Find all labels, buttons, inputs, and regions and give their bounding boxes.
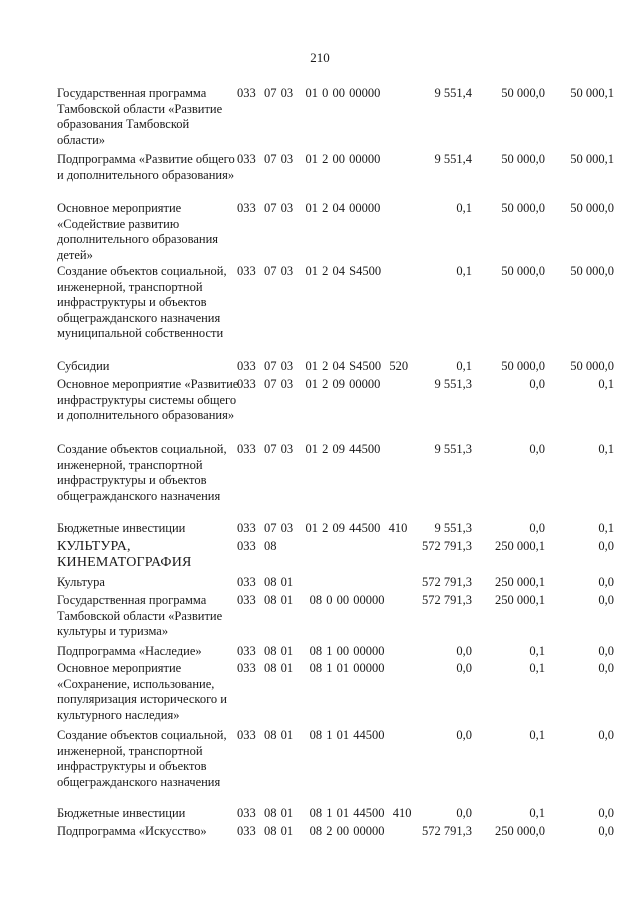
row-value-1: 9 551,3 [434, 442, 472, 456]
row-value-2: 250 000,1 [495, 575, 545, 589]
row-value-2: 0,1 [529, 644, 545, 658]
row-codes: 033 08 01 [237, 575, 294, 589]
row-value-3: 0,0 [598, 824, 614, 838]
row-value-2: 0,0 [529, 377, 545, 391]
row-codes: 033 08 01 08 1 01 44500 [237, 728, 385, 742]
row-codes: 033 08 [237, 539, 277, 553]
row-value-3: 0,1 [598, 521, 614, 535]
row-value-3: 0,0 [598, 661, 614, 675]
row-value-2: 250 000,0 [495, 824, 545, 838]
row-name: Государственная программа Тамбовской области «Развитие образования Тамбовской области» [57, 86, 223, 147]
row-value-1: 0,0 [456, 728, 472, 742]
row-value-2: 0,0 [529, 442, 545, 456]
row-codes: 033 07 03 01 2 04 00000 [237, 201, 381, 215]
row-value-3: 50 000,0 [570, 359, 614, 373]
row-value-3: 50 000,1 [570, 86, 614, 100]
row-value-1: 9 551,4 [434, 152, 472, 166]
row-value-3: 0,0 [598, 728, 614, 742]
row-value-2: 50 000,0 [501, 201, 545, 215]
row-value-1: 0,0 [456, 644, 472, 658]
row-codes: 033 08 01 08 2 00 00000 [237, 824, 385, 838]
row-value-2: 50 000,0 [501, 86, 545, 100]
row-codes: 033 08 01 08 1 01 44500 410 [237, 806, 412, 820]
row-codes: 033 08 01 08 1 00 00000 [237, 644, 385, 658]
row-value-1: 572 791,3 [422, 824, 472, 838]
row-name: Создание объектов социальной, инженерной, транспортной инфраструктуры и объектов общегражданского назначения [57, 728, 227, 789]
row-name: Создание объектов социальной, инженерной, транспортной инфраструктуры и объектов общегражданского назначения муниципальной собственности [57, 264, 227, 340]
row-value-2: 0,1 [529, 661, 545, 675]
row-value-1: 9 551,4 [434, 86, 472, 100]
row-value-3: 0,0 [598, 575, 614, 589]
row-value-2: 0,0 [529, 521, 545, 535]
row-value-2: 250 000,1 [495, 539, 545, 553]
row-name: Государственная программа Тамбовской области «Развитие культуры и туризма» [57, 593, 223, 638]
row-name: Основное мероприятие «Сохранение, использование, популяризация исторического и культурного наследия» [57, 661, 227, 722]
row-codes: 033 07 03 01 2 00 00000 [237, 152, 381, 166]
row-value-3: 0,0 [598, 644, 614, 658]
row-value-2: 250 000,1 [495, 593, 545, 607]
row-value-2: 0,1 [529, 806, 545, 820]
row-name: Основное мероприятие «Содействие развитию дополнительного образования детей» [57, 201, 219, 262]
row-name: Культура [57, 575, 105, 589]
row-value-3: 50 000,0 [570, 264, 614, 278]
row-value-3: 0,0 [598, 593, 614, 607]
row-value-1: 572 791,3 [422, 575, 472, 589]
page-number: 210 [310, 50, 330, 65]
row-value-2: 50 000,0 [501, 152, 545, 166]
row-value-1: 0,1 [456, 359, 472, 373]
row-value-2: 50 000,0 [501, 359, 545, 373]
row-codes: 033 07 03 01 2 09 44500 410 [237, 521, 408, 535]
row-name: Подпрограмма «Наследие» [57, 644, 202, 658]
row-value-3: 0,0 [598, 806, 614, 820]
row-value-3: 0,0 [598, 539, 614, 553]
row-name: КУЛЬТУРА, КИНЕМАТОГРАФИЯ [57, 539, 192, 570]
row-value-1: 0,0 [456, 661, 472, 675]
row-codes: 033 07 03 01 2 09 00000 [237, 377, 381, 391]
row-name: Субсидии [57, 359, 110, 373]
row-value-1: 9 551,3 [434, 377, 472, 391]
row-value-1: 572 791,3 [422, 593, 472, 607]
row-value-3: 0,1 [598, 377, 614, 391]
row-codes: 033 07 03 01 2 09 44500 [237, 442, 381, 456]
row-value-1: 0,1 [456, 201, 472, 215]
row-name: Основное мероприятие «Развитие инфраструктуры системы общего и дополнительного образования» [57, 377, 239, 422]
row-value-1: 0,1 [456, 264, 472, 278]
row-codes: 033 07 03 01 2 04 S4500 [237, 264, 382, 278]
row-value-1: 572 791,3 [422, 539, 472, 553]
row-value-3: 50 000,1 [570, 152, 614, 166]
row-codes: 033 07 03 01 2 04 S4500 520 [237, 359, 409, 373]
row-name: Подпрограмма «Развитие общего и дополнительного образования» [57, 152, 235, 182]
row-codes: 033 08 01 08 1 01 00000 [237, 661, 385, 675]
row-value-3: 50 000,0 [570, 201, 614, 215]
row-value-2: 0,1 [529, 728, 545, 742]
row-value-1: 0,0 [456, 806, 472, 820]
row-name: Создание объектов социальной, инженерной, транспортной инфраструктуры и объектов общегражданского назначения [57, 442, 227, 503]
row-codes: 033 07 03 01 0 00 00000 [237, 86, 381, 100]
row-value-2: 50 000,0 [501, 264, 545, 278]
row-value-3: 0,1 [598, 442, 614, 456]
row-name: Подпрограмма «Искусство» [57, 824, 207, 838]
row-codes: 033 08 01 08 0 00 00000 [237, 593, 385, 607]
row-name: Бюджетные инвестиции [57, 521, 186, 535]
row-name: Бюджетные инвестиции [57, 806, 186, 820]
row-value-1: 9 551,3 [434, 521, 472, 535]
